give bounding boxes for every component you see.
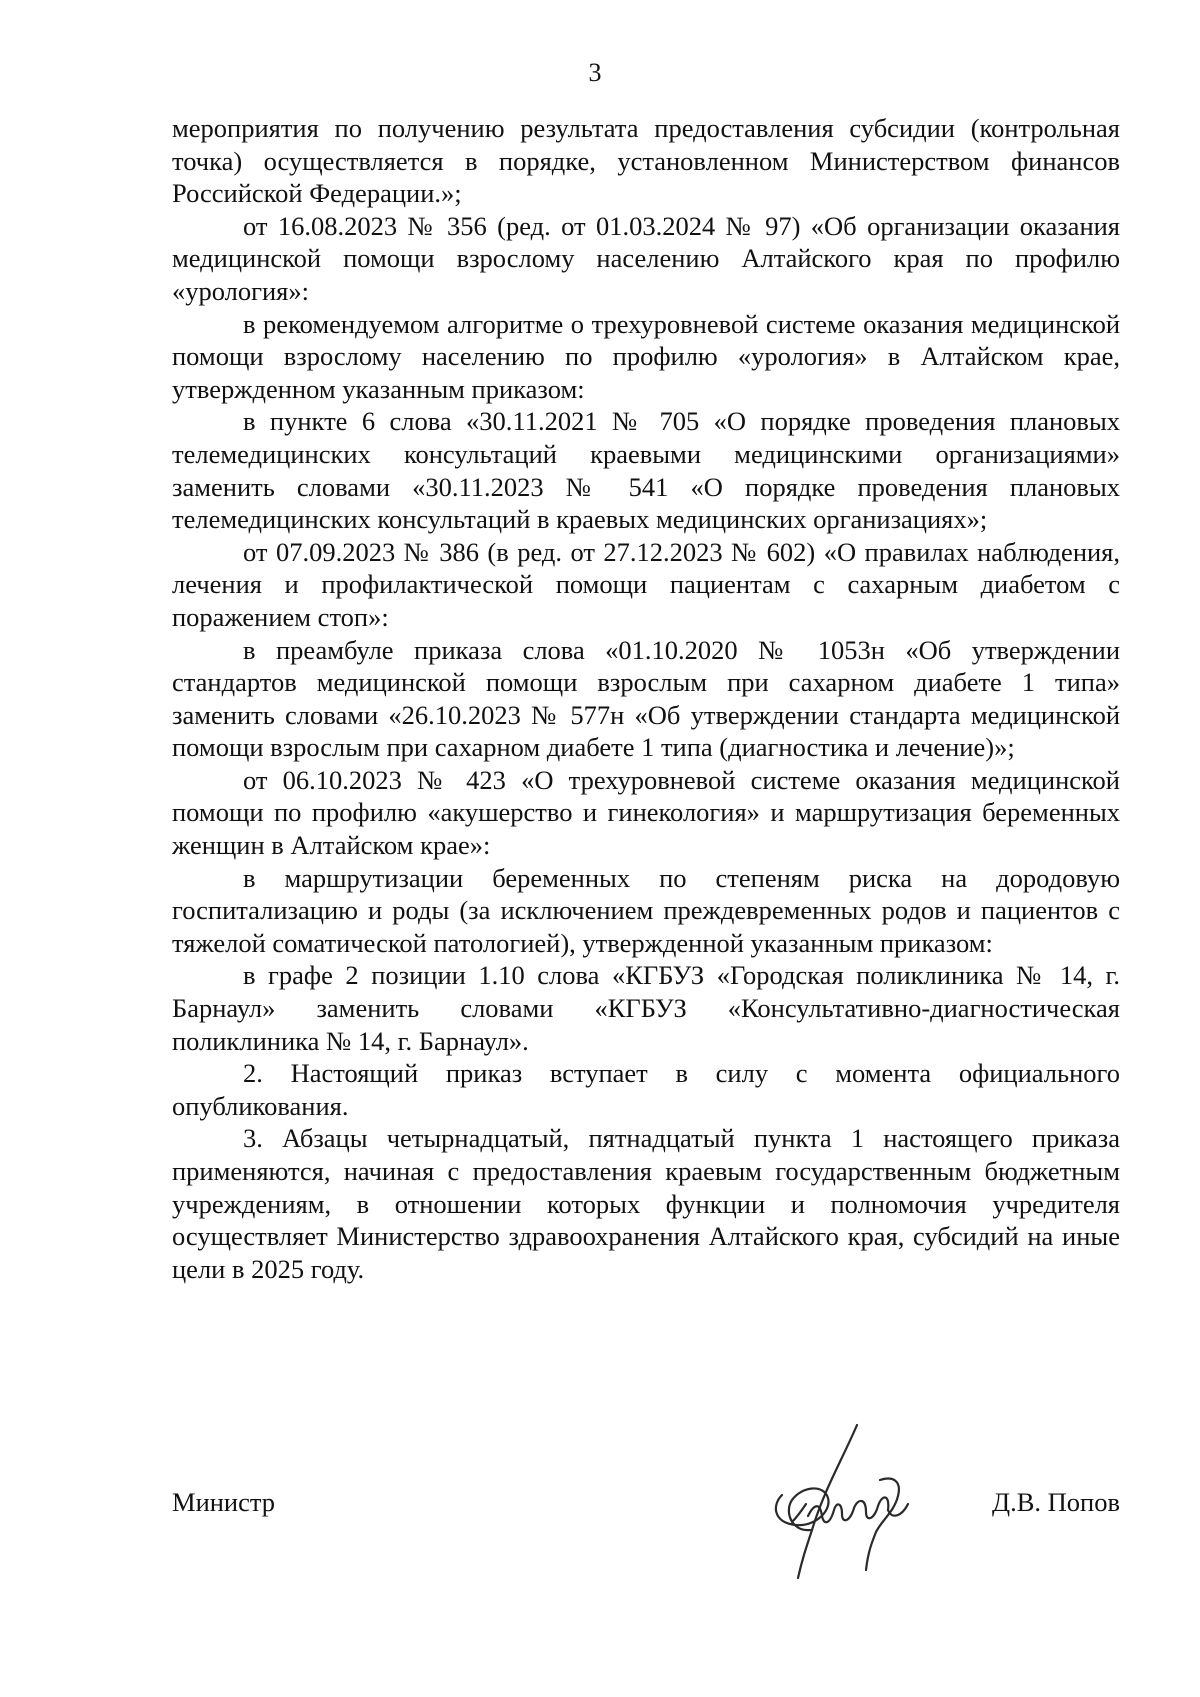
paragraph-5: от 07.09.2023 № 386 (в ред. от 27.12.2023 № 602) «О правилах наблюдения, лечения и профилактической помощи пациентам с сахарным диабетом с поражением стоп»: bbox=[172, 536, 1120, 632]
signatory-name: Д.В. Попов bbox=[992, 1487, 1120, 1517]
paragraph-9: в графе 2 позиции 1.10 слова «КГБУЗ «Городская поликлиника № 14, г. Барнаул» заменить словами «КГБУЗ «Консультативно-диагностическая поликлиника № 14, г. Барнаул». bbox=[172, 960, 1120, 1056]
paragraph-8: в маршрутизации беременных по степеням риска на дородовую госпитализацию и роды (за исключением преждевременных родов и пациентов с тяжелой соматической патологией), утвержденной указанным приказом: bbox=[172, 862, 1120, 958]
signatory-title: Министр bbox=[172, 1487, 276, 1517]
paragraph-3: в рекомендуемом алгоритме о трехуровневой системе оказания медицинской помощи взрослому населению по профилю «урология» в Алтайском крае, утвержденном указанным приказом: bbox=[172, 308, 1120, 404]
body-text bbox=[172, 112, 1120, 1285]
page-number: 3 bbox=[588, 58, 602, 87]
paragraph-11: 3. Абзацы четырнадцатый, пятнадцатый пункта 1 настоящего приказа применяются, начиная с предоставления краевым государственным бюджетным учреждениям, в отношении которых функции и полномочия учредителя осуществляет Министерство здравоохранения Алтайского края, субсидий на иные цели в 2025 году. bbox=[172, 1123, 1120, 1284]
paragraph-10: 2. Настоящий приказ вступает в силу с момента официального опубликования. bbox=[172, 1058, 1120, 1121]
handwritten-signature bbox=[762, 1420, 932, 1585]
paragraph-1: мероприятия по получению результата предоставления субсидии (контрольная точка) осуществляется в порядке, установленном Министерством финансов Российской Федерации.»; bbox=[172, 113, 1120, 209]
paragraph-2: от 16.08.2023 № 356 (ред. от 01.03.2024 № 97) «Об организации оказания медицинской помощи взрослому населению Алтайского края по профилю «урология»: bbox=[172, 210, 1120, 306]
paragraph-7: от 06.10.2023 № 423 «О трехуровневой системе оказания медицинской помощи по профилю «акушерство и гинекология» и маршрутизация беременных женщин в Алтайском крае»: bbox=[172, 764, 1120, 861]
paragraph-6: в преамбуле приказа слова «01.10.2020 № 1053н «Об утверждении стандартов медицинской помощи взрослым при сахарном диабете 1 типа» заменить словами «26.10.2023 № 577н «Об утверждении стандарта медицинской помощи взрослым при сахарном диабете 1 типа (диагностика и лечение)»; bbox=[172, 634, 1120, 763]
signature-block bbox=[172, 1440, 1120, 1590]
paragraph-4: в пункте 6 слова «30.11.2021 № 705 «О порядке проведения плановых телемедицинских консультаций краевыми медицинскими организациями» заменить словами «30.11.2023 № 541 «О порядке проведения плановых телемедицинских консультаций в краевых медицинских организациях»; bbox=[172, 406, 1120, 535]
